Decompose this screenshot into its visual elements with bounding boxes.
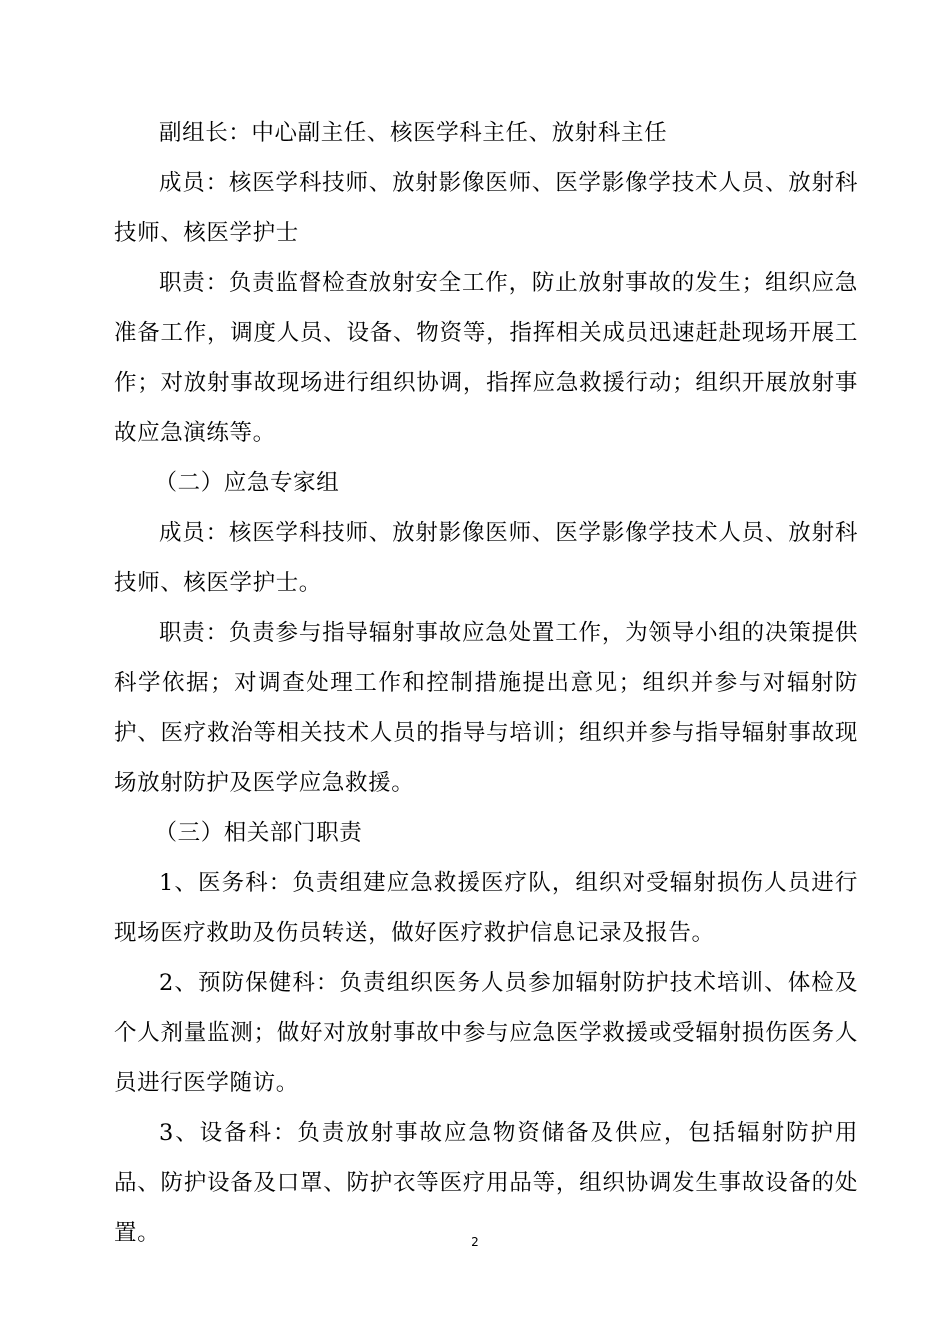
deputy-leader-paragraph: 副组长：中心副主任、核医学科主任、放射科主任 [159, 120, 668, 146]
equipment-dept-paragraph: 3、设备科：负责放射事故应急物资储备及供应，包括辐射防护用品、防护设备及口罩、防护衣等医疗用品等，组织协调发生事故设备的处置。 [114, 1120, 858, 1246]
section-heading-department-duties: （三）相关部门职责 [154, 820, 363, 846]
expert-members-paragraph: 成员：核医学科技师、放射影像医师、医学影像学技术人员、放射科技师、核医学护士。 [114, 520, 858, 596]
page-number: 2 [471, 1235, 479, 1249]
section-heading-expert-group: （二）应急专家组 [154, 470, 340, 496]
medical-affairs-paragraph: 1、医务科：负责组建应急救援医疗队，组织对受辐射损伤人员进行现场医疗救助及伤员转送，做好医疗救护信息记录及报告。 [114, 870, 858, 946]
members-paragraph: 成员：核医学科技师、放射影像医师、医学影像学技术人员、放射科技师、核医学护士 [114, 170, 858, 246]
document-body [114, 108, 858, 1258]
preventive-health-paragraph: 2、预防保健科：负责组织医务人员参加辐射防护技术培训、体检及个人剂量监测；做好对放射事故中参与应急医学救援或受辐射损伤医务人员进行医学随访。 [114, 970, 858, 1096]
expert-duties-paragraph: 职责：负责参与指导辐射事故应急处置工作，为领导小组的决策提供科学依据；对调查处理工作和控制措施提出意见；组织并参与对辐射防护、医疗救治等相关技术人员的指导与培训；组织并参与指导辐射事故现场放射防护及医学应急救援。 [114, 620, 858, 796]
duties-paragraph: 职责：负责监督检查放射安全工作，防止放射事故的发生；组织应急准备工作，调度人员、设备、物资等，指挥相关成员迅速赶赴现场开展工作；对放射事故现场进行组织协调，指挥应急救援行动；组织开展放射事故应急演练等。 [114, 270, 858, 446]
